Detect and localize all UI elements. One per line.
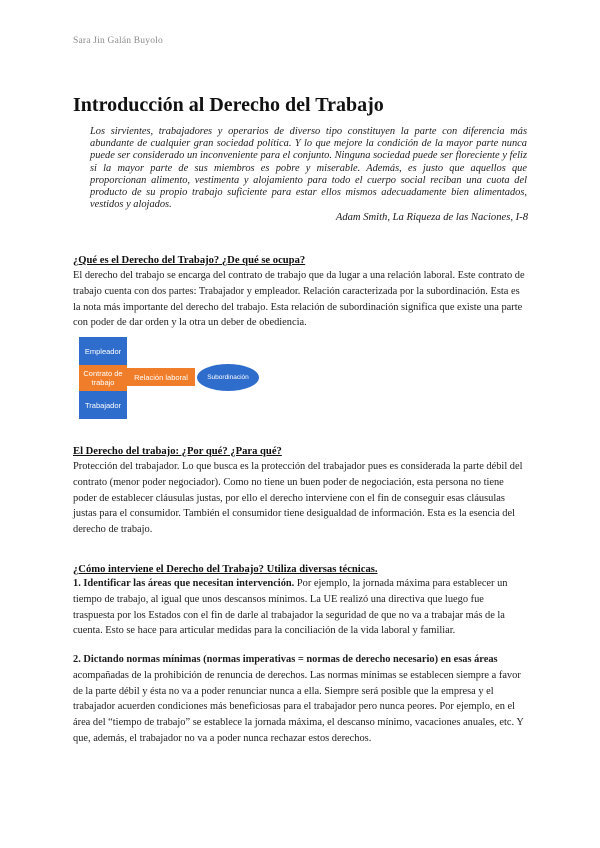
technique-item-1	[73, 576, 528, 639]
section-heading-que-es: ¿Qué es el Derecho del Trabajo? ¿De qué se ocupa?	[73, 255, 306, 266]
technique-item-1-lead: 1. Identificar las áreas que necesitan intervención.	[73, 578, 295, 589]
diagram-subordinacion-ellipse: Subordinación	[197, 364, 259, 391]
author-header: Sara Jin Galán Buyolo	[73, 36, 163, 46]
section-body-por-que: Protección del trabajador. Lo que busca es la protección del trabajador pues es considerada la parte débil del contrato (menor poder negociador). Como no tiene un buen poder de negociación, esta persona no tiene poder de establecer cláusulas justas, por ello el derecho interviene con el fin de conseguir esas cláusulas justas para el consumidor. También el consumidor tiene desigualdad de información. Esta es la esencia del derecho de trabajo.	[73, 461, 523, 536]
technique-item-2-body: acompañadas de la prohibición de renuncia de derechos. Las normas mínimas se establecen siempre a favor de la parte débil y ésta no va a poder renunciar nunca a ella. Siempre será posible que la empresa y el trabajador acuerden condiciones más beneficiosas para el trabajador pero nunca peores. Por ejemplo, en el área del “tiempo de trabajo” se establece la jornada máxima, el descanso mínimo, vacaciones anuales, etc. Y que, además, el trabajador no va a poder nunca rechazar estos derechos.	[73, 669, 524, 744]
diagram-contrato-box: Contrato de trabajo	[79, 365, 127, 391]
relationship-diagram	[73, 337, 273, 427]
diagram-trabajador-box: Trabajador	[79, 391, 127, 419]
diagram-relacion-box: Relación laboral	[127, 368, 195, 386]
epigraph-source: Adam Smith, La Riqueza de las Naciones, I-8	[335, 212, 528, 223]
technique-item-2	[73, 652, 528, 747]
section-heading-como: ¿Cómo interviene el Derecho del Trabajo? Utiliza diversas técnicas.	[73, 564, 378, 575]
technique-item-1-body: Por ejemplo, la jornada máxima para establecer un tiempo de trabajo, al igual que unos descansos mínimos. La UE realizó una directiva que luego fue traspuesta por los Estados con el fin de darle al trabajador la seguridad de que no va a trabajar más de la cuenta. Esto se hace para articular medidas para la conciliación de la vida laboral y familiar.	[73, 578, 508, 637]
section-heading-por-que: El Derecho del trabajo: ¿Por qué? ¿Para qué?	[73, 446, 282, 457]
section-body-que-es: El derecho del trabajo se encarga del contrato de trabajo que da lugar a una relación laboral. Este contrato de trabajo cuenta con dos partes: Trabajador y empleador. Relación caracterizada por la subordinación. Esta es la nota más importante del derecho del trabajo. Esta relación de subordinación significa que existe una parte con poder de dar orden y la otra un deber de obediencia.	[73, 270, 525, 329]
page-title: Introducción al Derecho del Trabajo	[73, 94, 384, 116]
technique-item-2-lead: 2. Dictando normas mínimas (normas imperativas = normas de derecho necesario) en esas áreas	[73, 654, 498, 665]
epigraph-quote: Los sirvientes, trabajadores y operarios de diverso tipo constituyen la parte con diferencia más abundante de cualquier gran sociedad política. Y lo que mejore la condición de la mayor parte nunca puede ser considerado un inconveniente para el conjunto. Ninguna sociedad puede ser floreciente y feliz si la mayor parte de sus miembros es pobre y miserable. Además, es justo que aquellos que proporcionan alimento, vestimenta y alojamiento para todo el cuerpo social reciban una cuota del producto de su propio trabajo suficiente para estar ellos mismos adecuadamente bien alimentados, vestidos y alojados.	[90, 126, 527, 211]
diagram-empleador-box: Empleador	[79, 337, 127, 365]
